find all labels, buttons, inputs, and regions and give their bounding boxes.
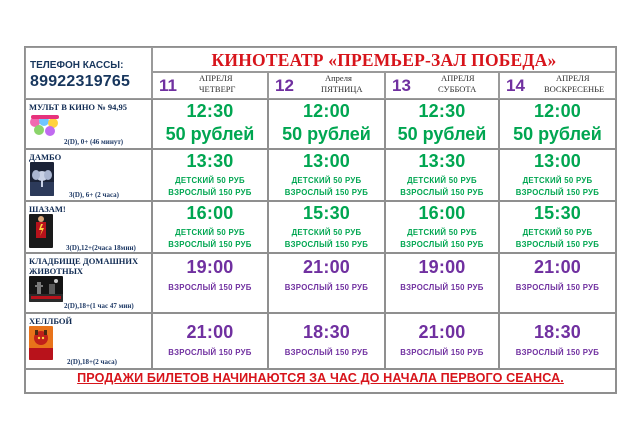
adult-price: ВЗРОСЛЫЙ 150 РУБ <box>515 188 600 197</box>
session-time: 13:30 <box>186 151 234 171</box>
child-price: ДЕТСКИЙ 50 РУБ <box>291 176 362 185</box>
adult-price: ВЗРОСЛЫЙ 150 РУБ <box>168 283 252 292</box>
day-header-3 <box>385 72 499 99</box>
film-poster-image <box>29 276 63 302</box>
session-time: 18:30 <box>302 322 351 342</box>
day-number: 14 <box>506 76 525 95</box>
day-weekday: СУББОТА <box>438 84 477 94</box>
session-time: 12:30 <box>186 101 234 121</box>
session-time: 13:00 <box>302 151 351 171</box>
day-header-4 <box>499 72 616 99</box>
session-time: 16:00 <box>186 203 234 223</box>
session-cell <box>385 313 499 369</box>
day-month: АПРЕЛЯ <box>556 73 590 83</box>
session-time: 12:00 <box>533 101 582 121</box>
film-title: МУЛЬТ В КИНО № 94,95 <box>29 102 127 112</box>
session-cell <box>268 149 385 201</box>
footer-cell <box>25 369 616 393</box>
day-number: 11 <box>159 76 177 95</box>
session-time: 15:30 <box>302 203 351 223</box>
session-cell <box>385 253 499 313</box>
adult-price: ВЗРОСЛЫЙ 150 РУБ <box>515 240 600 249</box>
adult-price: ВЗРОСЛЫЙ 150 РУБ <box>284 348 369 357</box>
day-month: АПРЕЛЯ <box>441 73 475 83</box>
adult-price: ВЗРОСЛЫЙ 150 РУБ <box>400 283 484 292</box>
film-meta: 2(D),18+(2 часа) <box>67 358 118 366</box>
box-office-phone: 89922319765 <box>30 73 131 90</box>
session-time: 13:00 <box>533 151 582 171</box>
session-cell <box>268 99 385 149</box>
film-title: ДАМБО <box>29 152 62 162</box>
film-poster-image <box>30 162 54 196</box>
day-weekday: ЧЕТВЕРГ <box>199 84 236 94</box>
child-price: ДЕТСКИЙ 50 РУБ <box>175 228 245 237</box>
session-cell <box>152 313 268 369</box>
child-price: ДЕТСКИЙ 50 РУБ <box>522 228 593 237</box>
day-weekday: ВОСКРЕСЕНЬЕ <box>544 84 605 94</box>
adult-price: ВЗРОСЛЫЙ 150 РУБ <box>168 188 252 197</box>
adult-price: ВЗРОСЛЫЙ 150 РУБ <box>284 188 369 197</box>
session-time: 21:00 <box>302 257 351 277</box>
session-cell <box>499 99 616 149</box>
box-office-label: ТЕЛЕФОН КАССЫ: <box>30 60 124 71</box>
film-poster-image <box>29 214 53 248</box>
child-price: ДЕТСКИЙ 50 РУБ <box>407 228 477 237</box>
session-time: 16:00 <box>418 203 466 223</box>
session-time: 21:00 <box>186 322 234 342</box>
title-cell <box>152 47 616 72</box>
adult-price: ВЗРОСЛЫЙ 150 РУБ <box>284 283 369 292</box>
film-meta: 3(D),12+(2часа 18мин) <box>66 244 136 252</box>
session-cell <box>499 149 616 201</box>
box-office-cell <box>25 47 152 99</box>
session-price: 50 рублей <box>397 124 487 144</box>
session-cell <box>152 201 268 253</box>
adult-price: ВЗРОСЛЫЙ 150 РУБ <box>400 348 484 357</box>
day-number: 13 <box>392 76 411 95</box>
adult-price: ВЗРОСЛЫЙ 150 РУБ <box>515 348 600 357</box>
film-title: КЛАДБИЩЕ ДОМАШНИХ ЖИВОТНЫХ <box>29 256 139 276</box>
day-number: 12 <box>275 76 294 95</box>
film-poster-image <box>29 326 53 360</box>
adult-price: ВЗРОСЛЫЙ 150 РУБ <box>400 240 484 249</box>
day-header-1 <box>152 72 268 99</box>
child-price: ДЕТСКИЙ 50 РУБ <box>291 228 362 237</box>
film-cell-hellboy <box>25 313 152 369</box>
session-cell <box>268 313 385 369</box>
session-cell <box>268 201 385 253</box>
film-cell-mult <box>25 99 152 149</box>
session-time: 18:30 <box>533 322 582 342</box>
film-poster-image <box>28 113 62 137</box>
session-cell <box>499 201 616 253</box>
session-time: 12:00 <box>302 101 351 121</box>
session-time: 19:00 <box>418 257 466 277</box>
session-price: 50 рублей <box>165 124 255 144</box>
film-cell-pet-sematary <box>25 253 152 313</box>
film-title: ШАЗАМ! <box>29 204 66 214</box>
child-price: ДЕТСКИЙ 50 РУБ <box>522 176 593 185</box>
adult-price: ВЗРОСЛЫЙ 150 РУБ <box>168 348 252 357</box>
adult-price: ВЗРОСЛЫЙ 150 РУБ <box>400 188 484 197</box>
session-cell <box>152 253 268 313</box>
film-meta: 2(D),18+(1 час 47 мин) <box>64 302 134 310</box>
session-cell <box>499 253 616 313</box>
day-header-2 <box>268 72 385 99</box>
film-meta: 3(D), 6+ (2 часа) <box>69 191 120 199</box>
adult-price: ВЗРОСЛЫЙ 150 РУБ <box>284 240 369 249</box>
session-cell <box>499 313 616 369</box>
session-time: 21:00 <box>418 322 466 342</box>
cinema-title: КИНОТЕАТР «ПРЕМЬЕР-ЗАЛ ПОБЕДА» <box>211 50 557 70</box>
film-title: ХЕЛЛБОЙ <box>29 316 73 326</box>
day-weekday: ПЯТНИЦА <box>321 84 363 94</box>
session-cell <box>385 149 499 201</box>
session-time: 12:30 <box>418 101 466 121</box>
child-price: ДЕТСКИЙ 50 РУБ <box>175 176 245 185</box>
session-price: 50 рублей <box>282 124 371 144</box>
session-time: 21:00 <box>533 257 582 277</box>
schedule-sheet <box>24 46 617 394</box>
adult-price: ВЗРОСЛЫЙ 150 РУБ <box>168 240 252 249</box>
day-month: АПРЕЛЯ <box>199 73 233 83</box>
day-month: Апреля <box>325 73 352 83</box>
session-price: 50 рублей <box>513 124 602 144</box>
session-time: 15:30 <box>533 203 582 223</box>
session-time: 19:00 <box>186 257 234 277</box>
session-cell <box>152 99 268 149</box>
child-price: ДЕТСКИЙ 50 РУБ <box>407 176 477 185</box>
session-cell <box>268 253 385 313</box>
ticket-sales-notice: ПРОДАЖИ БИЛЕТОВ НАЧИНАЮТСЯ ЗА ЧАС ДО НАЧАЛА ПЕРВОГО СЕАНСА. <box>77 371 564 385</box>
adult-price: ВЗРОСЛЫЙ 150 РУБ <box>515 283 600 292</box>
session-cell <box>385 201 499 253</box>
film-cell-dumbo <box>25 149 152 201</box>
session-cell <box>152 149 268 201</box>
film-cell-shazam <box>25 201 152 253</box>
session-time: 13:30 <box>418 151 466 171</box>
session-cell <box>385 99 499 149</box>
film-meta: 2(D), 0+ (46 минут) <box>64 138 124 146</box>
